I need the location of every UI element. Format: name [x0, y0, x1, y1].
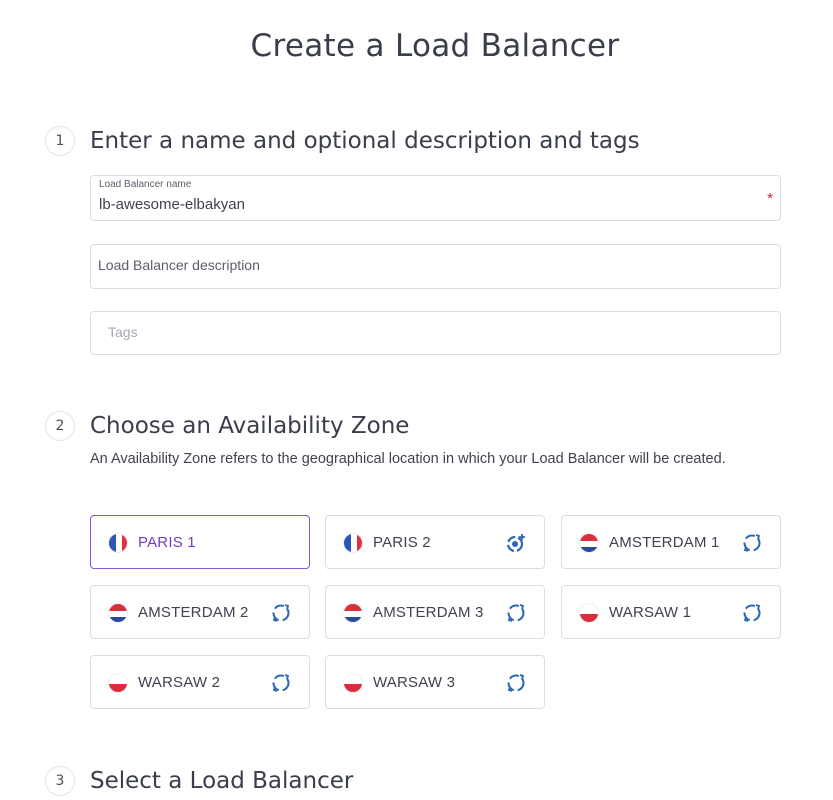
load-balancer-name-field[interactable]	[90, 175, 781, 221]
step-1-badge: 1	[45, 126, 75, 156]
sync-icon	[505, 672, 527, 694]
required-asterisk: *	[767, 190, 773, 207]
step-2-badge: 2	[45, 411, 75, 441]
step-1-title: Enter a name and optional description and tags	[90, 128, 640, 154]
description-placeholder: Load Balancer description	[98, 257, 260, 273]
poland-flag-icon	[579, 603, 599, 623]
zone-label: WARSAW 3	[373, 674, 456, 691]
step-2-title: Choose an Availability Zone	[90, 413, 410, 439]
sync-icon	[270, 672, 292, 694]
step-3-badge: 3	[45, 766, 75, 796]
step-3-title: Select a Load Balancer	[90, 768, 354, 794]
sync-plus-icon	[505, 532, 527, 554]
name-field-value[interactable]: lb-awesome-elbakyan	[99, 196, 245, 213]
france-flag-icon	[343, 533, 363, 553]
zone-label: PARIS 1	[138, 534, 196, 551]
zone-card-amsterdam-2[interactable]	[90, 585, 310, 639]
page-title: Create a Load Balancer	[250, 28, 620, 64]
netherlands-flag-icon	[343, 603, 363, 623]
zone-label: AMSTERDAM 2	[138, 604, 249, 621]
sync-icon	[505, 602, 527, 624]
zone-card-amsterdam-1[interactable]	[561, 515, 781, 569]
netherlands-flag-icon	[579, 533, 599, 553]
zone-label: AMSTERDAM 3	[373, 604, 484, 621]
zone-label: AMSTERDAM 1	[609, 534, 720, 551]
zone-label: PARIS 2	[373, 534, 431, 551]
france-flag-icon	[108, 533, 128, 553]
sync-icon	[741, 602, 763, 624]
tags-placeholder: Tags	[108, 324, 138, 340]
poland-flag-icon	[343, 673, 363, 693]
zone-label: WARSAW 1	[609, 604, 692, 621]
sync-icon	[270, 602, 292, 624]
zone-card-amsterdam-3[interactable]	[325, 585, 545, 639]
tags-field[interactable]	[90, 311, 781, 355]
zone-card-warsaw-3[interactable]	[325, 655, 545, 709]
zone-card-warsaw-1[interactable]	[561, 585, 781, 639]
zone-card-warsaw-2[interactable]	[90, 655, 310, 709]
poland-flag-icon	[108, 673, 128, 693]
availability-zone-description: An Availability Zone refers to the geographical location in which your Load Balancer will be created.	[90, 451, 726, 467]
zone-card-paris-2[interactable]	[325, 515, 545, 569]
sync-icon	[741, 532, 763, 554]
zone-label: WARSAW 2	[138, 674, 221, 691]
zone-card-paris-1[interactable]	[90, 515, 310, 569]
load-balancer-description-field[interactable]	[90, 244, 781, 289]
name-field-label: Load Balancer name	[99, 179, 192, 190]
netherlands-flag-icon	[108, 603, 128, 623]
